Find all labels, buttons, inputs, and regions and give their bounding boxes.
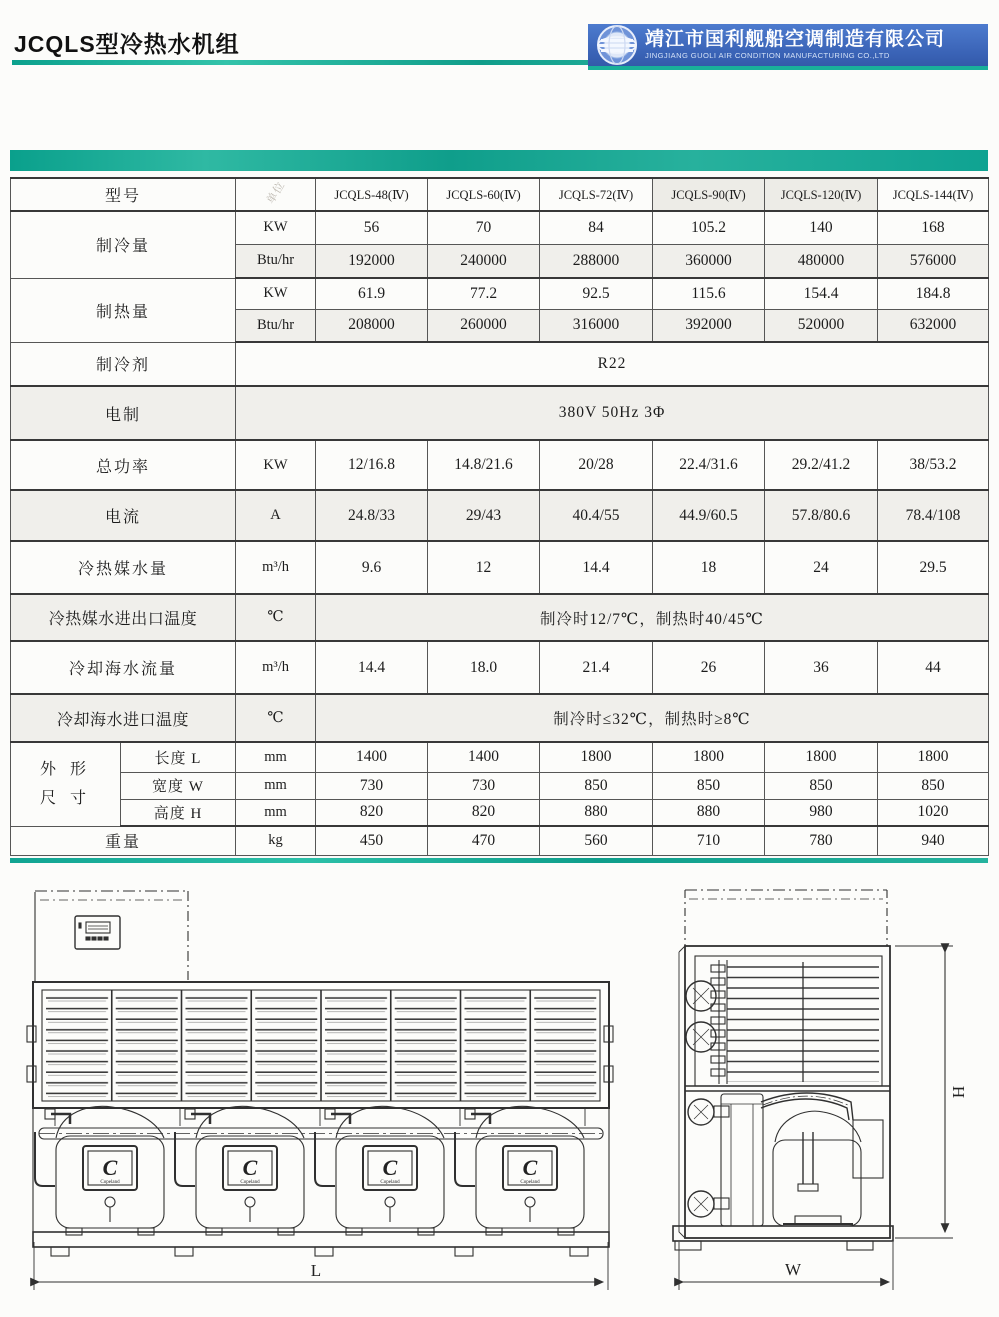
value-cell: 44.9/60.5: [653, 490, 765, 541]
unit-cell: kg: [236, 826, 316, 855]
unit-hint-cell: [236, 178, 316, 211]
compressor: [35, 1106, 164, 1235]
row-label-weight: 重量: [11, 826, 236, 855]
value-cell: 240000: [428, 244, 540, 278]
unit-cell: A: [236, 490, 316, 541]
row-label-cooling: 制冷量: [11, 211, 236, 278]
row-label-power-supply: 电制: [11, 386, 236, 440]
value-cell: 1400: [316, 742, 428, 772]
value-cell: 192000: [316, 244, 428, 278]
copeland-logo: C: [522, 1155, 538, 1180]
row-label-seawater-temp: 冷却海水进口温度: [11, 694, 236, 742]
dimension-length-label: L: [310, 1261, 322, 1280]
company-name-en: JINGJIANG GUOLI AIR CONDITION MANUFACTURING CO.,LTD: [645, 50, 890, 60]
value-cell: 480000: [765, 244, 878, 278]
row-label-current: 电流: [11, 490, 236, 541]
value-cell: 880: [540, 799, 653, 826]
unit-hint-label: 单位: [264, 178, 288, 206]
value-cell: 154.4: [765, 278, 878, 309]
value-cell: 制冷时12/7℃，制热时40/45℃: [316, 594, 989, 641]
unit-cell: KW: [236, 440, 316, 490]
value-cell: 78.4/108: [878, 490, 989, 541]
row-label-refrigerant: 制冷剂: [11, 342, 236, 386]
value-cell: 980: [765, 799, 878, 826]
row-label-seawater-flow: 冷却海水流量: [11, 641, 236, 694]
dimension-length: [34, 1242, 608, 1290]
value-cell: 57.8/80.6: [765, 490, 878, 541]
unit-cell: mm: [236, 742, 316, 772]
compressor: [175, 1106, 304, 1235]
model-header: JCQLS-48(Ⅳ): [316, 178, 428, 211]
table-row: [11, 772, 989, 799]
value-cell: 29.2/41.2: [765, 440, 878, 490]
table-row: [11, 826, 989, 855]
dimensions-label-line1: 外 形: [39, 760, 91, 778]
copeland-brand-text: Copeland: [100, 1180, 120, 1185]
value-cell: 70: [428, 211, 540, 244]
row-label-length: 长度 L: [121, 742, 236, 772]
copeland-brand-text: Copeland: [240, 1180, 260, 1185]
spec-table: [10, 177, 989, 856]
compressor: [455, 1106, 584, 1235]
table-top-band: [10, 150, 988, 171]
value-cell: 392000: [653, 309, 765, 342]
unit-cell: ℃: [236, 694, 316, 742]
value-cell: 1400: [428, 742, 540, 772]
copeland-brand-text: Copeland: [520, 1180, 540, 1185]
value-cell: R22: [236, 342, 989, 386]
unit-cell: m³/h: [236, 641, 316, 694]
row-label-total-power: 总功率: [11, 440, 236, 490]
value-cell: 56: [316, 211, 428, 244]
base-frame: [33, 1232, 609, 1256]
value-cell: 730: [316, 772, 428, 799]
row-label-width: 宽度 W: [121, 772, 236, 799]
value-cell: 208000: [316, 309, 428, 342]
control-panel: [35, 891, 188, 982]
dimension-width: [679, 1242, 893, 1290]
value-cell: 22.4/31.6: [653, 440, 765, 490]
value-cell: 520000: [765, 309, 878, 342]
unit-cell: KW: [236, 278, 316, 309]
value-cell: 316000: [540, 309, 653, 342]
table-row: [11, 694, 989, 742]
value-cell: 29.5: [878, 541, 989, 594]
model-header: JCQLS-144(Ⅳ): [878, 178, 989, 211]
table-row: [11, 742, 989, 772]
table-row: [11, 178, 989, 211]
model-header: JCQLS-120(Ⅳ): [765, 178, 878, 211]
value-cell: 380V 50Hz 3Φ: [236, 386, 989, 440]
value-cell: 9.6: [316, 541, 428, 594]
copeland-logo: C: [382, 1155, 398, 1180]
value-cell: 21.4: [540, 641, 653, 694]
unit-cell: Btu/hr: [236, 309, 316, 342]
value-cell: 18.0: [428, 641, 540, 694]
table-row: [11, 799, 989, 826]
value-cell: 24: [765, 541, 878, 594]
company-names: [645, 30, 945, 60]
value-cell: 1800: [878, 742, 989, 772]
value-cell: 84: [540, 211, 653, 244]
front-view-drawing: [25, 880, 615, 1310]
row-label-height: 高度 H: [121, 799, 236, 826]
value-cell: 850: [653, 772, 765, 799]
dimension-height: [895, 946, 968, 1238]
value-cell: 168: [878, 211, 989, 244]
value-cell: 470: [428, 826, 540, 855]
value-cell: 360000: [653, 244, 765, 278]
value-cell: 880: [653, 799, 765, 826]
value-cell: 1800: [540, 742, 653, 772]
model-header: JCQLS-60(Ⅳ): [428, 178, 540, 211]
copeland-logo: C: [242, 1155, 258, 1180]
value-cell: 12/16.8: [316, 440, 428, 490]
model-header: JCQLS-72(Ⅳ): [540, 178, 653, 211]
value-cell: 115.6: [653, 278, 765, 309]
value-cell: 制冷时≤32℃，制热时≥8℃: [316, 694, 989, 742]
dimension-height-label: H: [949, 1085, 968, 1099]
value-cell: 1800: [765, 742, 878, 772]
value-cell: 850: [540, 772, 653, 799]
value-cell: 36: [765, 641, 878, 694]
value-cell: 18: [653, 541, 765, 594]
value-cell: 77.2: [428, 278, 540, 309]
row-label-model: 型号: [11, 178, 236, 211]
table-row: [11, 490, 989, 541]
table-row: [11, 594, 989, 641]
open-top-panel: [685, 890, 887, 946]
value-cell: 184.8: [878, 278, 989, 309]
page-title: JCQLS型冷热水机组: [14, 31, 240, 57]
value-cell: 29/43: [428, 490, 540, 541]
value-cell: 730: [428, 772, 540, 799]
value-cell: 12: [428, 541, 540, 594]
value-cell: 92.5: [540, 278, 653, 309]
value-cell: 20/28: [540, 440, 653, 490]
louver-grille: [27, 982, 613, 1108]
company-banner: [588, 24, 988, 70]
value-cell: 850: [765, 772, 878, 799]
row-label-heating: 制热量: [11, 278, 236, 342]
dimensions-label-line2: 尺 寸: [39, 790, 91, 808]
value-cell: 450: [316, 826, 428, 855]
spec-table-block: [10, 150, 988, 863]
side-view-drawing: [655, 880, 985, 1310]
unit-cell: KW: [236, 211, 316, 244]
value-cell: 44: [878, 641, 989, 694]
table-bottom-band: [10, 858, 988, 863]
value-cell: 1800: [653, 742, 765, 772]
value-cell: 710: [653, 826, 765, 855]
row-label-dimensions: [11, 742, 121, 826]
value-cell: 820: [316, 799, 428, 826]
value-cell: 140: [765, 211, 878, 244]
compressor: [315, 1106, 444, 1235]
value-cell: 14.4: [540, 541, 653, 594]
table-row: [11, 641, 989, 694]
table-row: [11, 342, 989, 386]
value-cell: 38/53.2: [878, 440, 989, 490]
copeland-logo: C: [102, 1155, 118, 1180]
value-cell: 560: [540, 826, 653, 855]
unit-cell: ℃: [236, 594, 316, 641]
value-cell: 61.9: [316, 278, 428, 309]
globe-logo-icon: [595, 23, 639, 67]
model-header: JCQLS-90(Ⅳ): [653, 178, 765, 211]
value-cell: 820: [428, 799, 540, 826]
side-compressor-section: [688, 1093, 883, 1226]
copeland-brand-text: Copeland: [380, 1180, 400, 1185]
value-cell: 26: [653, 641, 765, 694]
row-label-water-flow: 冷热媒水量: [11, 541, 236, 594]
table-row: [11, 278, 989, 309]
value-cell: 780: [765, 826, 878, 855]
heat-exchanger: [685, 956, 890, 1091]
value-cell: 105.2: [653, 211, 765, 244]
row-label-water-temp: 冷热媒水进出口温度: [11, 594, 236, 641]
value-cell: 1020: [878, 799, 989, 826]
dimension-width-label: W: [784, 1260, 802, 1279]
table-row: [11, 440, 989, 490]
table-row: [11, 386, 989, 440]
company-name-cn: 靖江市国利舰船空调制造有限公司: [645, 29, 946, 51]
value-cell: 14.8/21.6: [428, 440, 540, 490]
table-row: [11, 541, 989, 594]
value-cell: 14.4: [316, 641, 428, 694]
unit-cell: m³/h: [236, 541, 316, 594]
unit-cell: mm: [236, 799, 316, 826]
value-cell: 850: [878, 772, 989, 799]
unit-cell: Btu/hr: [236, 244, 316, 278]
value-cell: 632000: [878, 309, 989, 342]
value-cell: 260000: [428, 309, 540, 342]
value-cell: 940: [878, 826, 989, 855]
value-cell: 40.4/55: [540, 490, 653, 541]
value-cell: 576000: [878, 244, 989, 278]
value-cell: 24.8/33: [316, 490, 428, 541]
unit-cell: mm: [236, 772, 316, 799]
table-row: [11, 211, 989, 244]
value-cell: 288000: [540, 244, 653, 278]
